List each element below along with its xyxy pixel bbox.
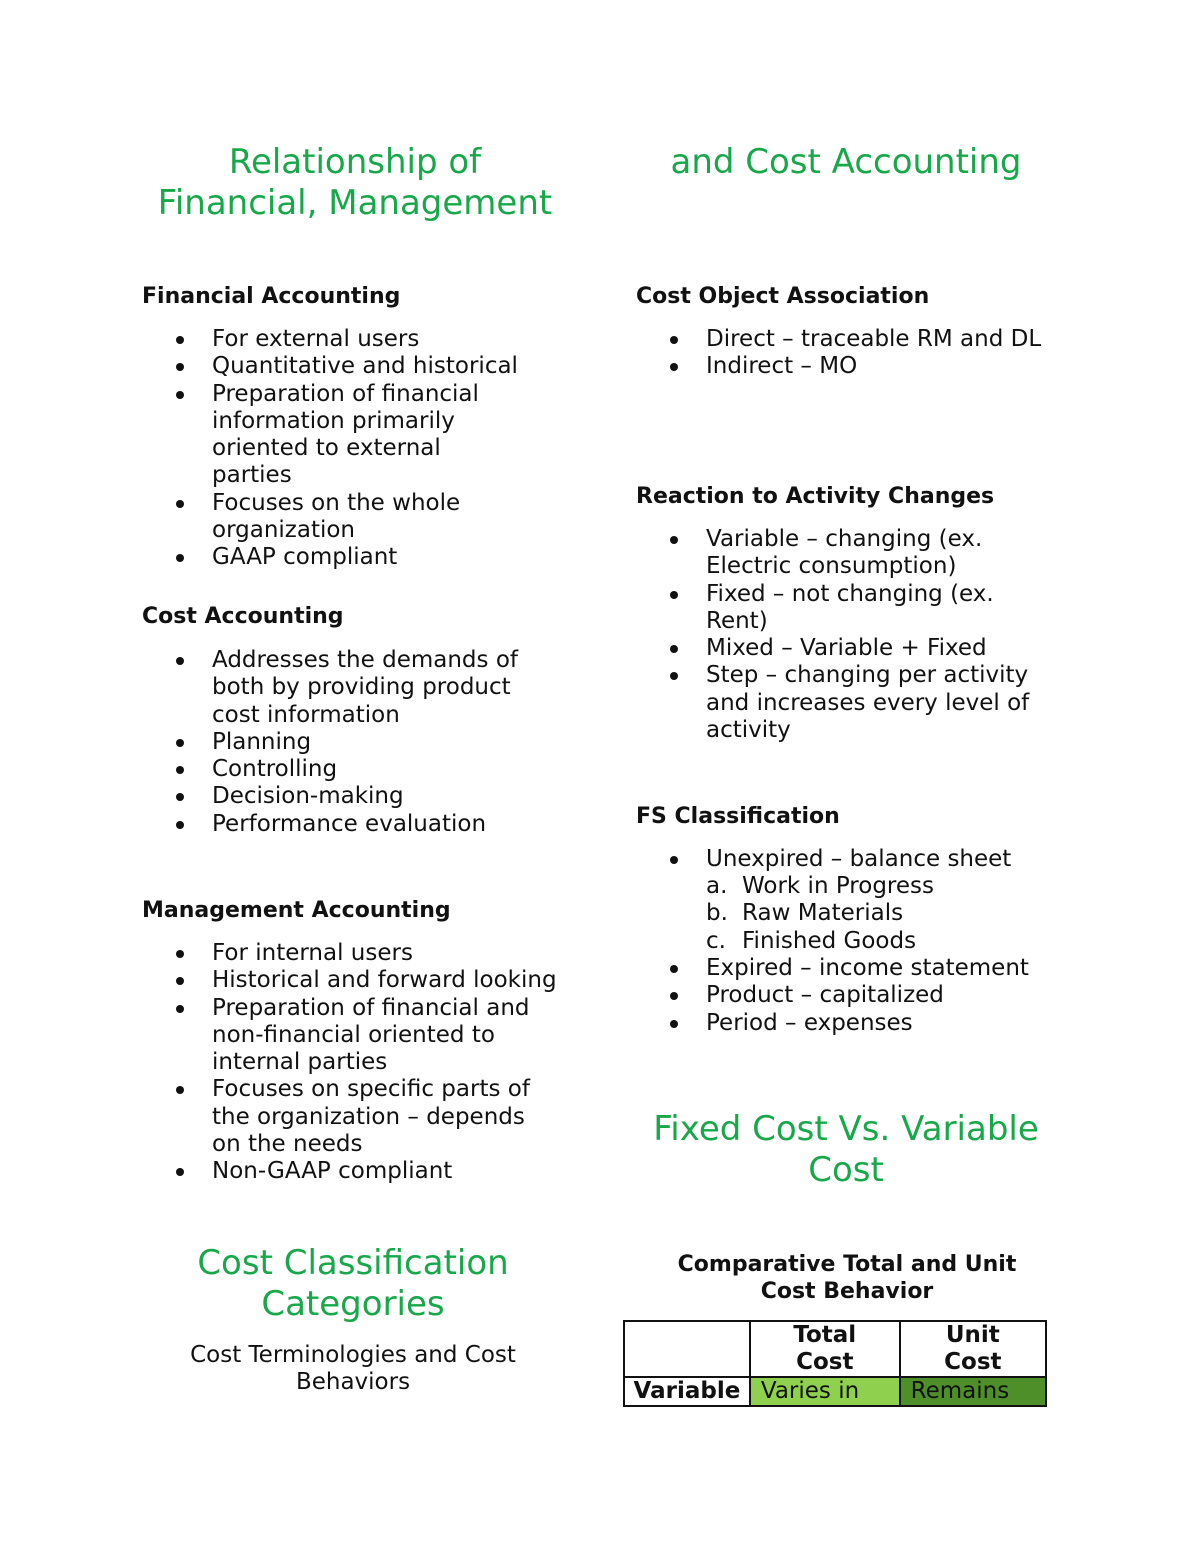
row-label: Variable <box>624 1377 750 1406</box>
list-item: Focuses on the whole organization <box>140 490 492 545</box>
list-item: Controlling <box>140 756 540 783</box>
list-item: Performance evaluation <box>140 811 540 838</box>
main-title-right: and Cost Accounting <box>670 142 1022 182</box>
cost-object-list <box>634 326 1074 381</box>
sub-item <box>706 873 934 900</box>
fs-classification-list <box>634 846 1074 873</box>
table-cell: Remains <box>900 1377 1046 1406</box>
sub-item <box>706 900 934 927</box>
list-item: For external users <box>140 326 580 353</box>
list-item: Direct – traceable RM and DL <box>634 326 1074 353</box>
table-heading-line1: Comparative Total and Unit <box>677 1252 1017 1277</box>
sub-item <box>706 928 934 955</box>
list-item: Decision-making <box>140 783 540 810</box>
sub-marker: a. <box>706 873 728 899</box>
list-item: Expired – income statement <box>634 955 1074 982</box>
fixed-vs-variable-title <box>634 1109 1058 1191</box>
fixed-vs-variable-title-line1: Fixed Cost Vs. Variable <box>653 1109 1039 1149</box>
cost-classification-title <box>140 1243 566 1325</box>
sub-text: Work in Progress <box>742 873 934 899</box>
list-item: Product – capitalized <box>634 982 1074 1009</box>
main-title-left-line2: Financial, Management <box>157 183 553 223</box>
list-item: Indirect – MO <box>634 353 1074 380</box>
cost-classification-title-line1: Cost Classification <box>197 1243 509 1283</box>
fs-sub-list <box>706 873 934 955</box>
table-heading <box>634 1251 1060 1305</box>
financial-accounting-list <box>140 326 580 572</box>
cost-accounting-list <box>140 647 540 838</box>
management-accounting-heading: Management Accounting <box>142 898 451 923</box>
list-item: For internal users <box>140 940 580 967</box>
list-item: Mixed – Variable + Fixed <box>634 635 1044 662</box>
management-accounting-list <box>140 940 580 1186</box>
fs-classification-heading: FS Classification <box>636 804 840 829</box>
list-item: Period – expenses <box>634 1010 1074 1037</box>
table-cell: Varies in <box>750 1377 900 1406</box>
list-item: Fixed – not changing (ex. Rent) <box>634 581 1006 636</box>
table-header-row <box>624 1321 1046 1377</box>
list-item: Preparation of financial and non-financial oriented to internal parties <box>140 995 542 1077</box>
list-item: Historical and forward looking <box>140 967 580 994</box>
reaction-heading: Reaction to Activity Changes <box>636 484 995 509</box>
fixed-vs-variable-title-line2: Cost <box>808 1150 884 1190</box>
table-header-cell <box>624 1321 750 1377</box>
list-item: Planning <box>140 729 540 756</box>
list-item: Unexpired – balance sheet <box>634 846 1074 873</box>
list-item: Quantitative and historical <box>140 353 580 380</box>
main-title-left <box>140 142 570 224</box>
cost-behavior-table <box>623 1320 1047 1407</box>
sub-text: Finished Goods <box>742 927 917 954</box>
reaction-list <box>634 526 1044 744</box>
cost-object-heading: Cost Object Association <box>636 284 930 309</box>
list-item: GAAP compliant <box>140 544 580 571</box>
list-item: Focuses on specific parts of the organization – depends on the needs <box>140 1076 542 1158</box>
list-item: Non-GAAP compliant <box>140 1158 580 1185</box>
cost-classification-subtitle <box>140 1342 566 1396</box>
cost-classification-title-line2: Categories <box>261 1284 445 1324</box>
list-item: Preparation of financial information primarily oriented to external parties <box>140 381 492 490</box>
cost-accounting-heading: Cost Accounting <box>142 604 344 629</box>
sub-marker: c. <box>706 927 726 954</box>
financial-accounting-heading: Financial Accounting <box>142 284 401 309</box>
cost-classification-subtitle-line1: Cost Terminologies and Cost <box>190 1342 516 1368</box>
main-title-left-line1: Relationship of <box>228 142 482 182</box>
sub-marker: b. <box>706 900 728 927</box>
table-header-cell: Total Cost <box>750 1321 900 1377</box>
list-item: Addresses the demands of both by providing product cost information <box>140 647 540 729</box>
list-item: Step – changing per activity and increases every level of activity <box>634 662 1046 744</box>
fs-classification-list-rest <box>634 955 1074 1037</box>
list-item: Variable – changing (ex. Electric consumption) <box>634 526 1006 581</box>
table-row <box>624 1377 1046 1406</box>
table-heading-line2: Cost Behavior <box>760 1279 934 1304</box>
table-header-cell: Unit Cost <box>900 1321 1046 1377</box>
sub-text: Raw Materials <box>742 900 904 927</box>
cost-classification-subtitle-line2: Behaviors <box>295 1369 411 1395</box>
